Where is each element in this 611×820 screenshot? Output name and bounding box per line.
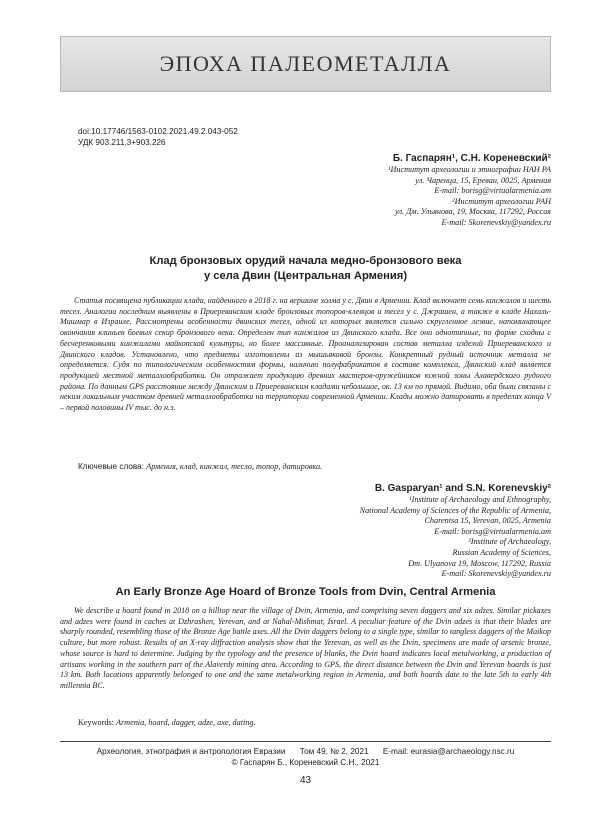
ru-affiliation-line: ул. Дм. Ульянова, 19, Москва, 117292, Россия	[395, 207, 551, 217]
footer-email[interactable]: E-mail: eurasia@archaeology.nsc.ru	[382, 747, 515, 756]
footer-volume: Том 49, № 2, 2021	[299, 747, 369, 756]
en-affiliation-line: ¹Institute of Archaeology and Ethnography,	[409, 495, 551, 504]
ru-title-line: Клад бронзовых орудий начала медно-бронзового века	[149, 255, 462, 267]
page-number: 43	[299, 775, 312, 786]
footer-divider	[60, 741, 551, 742]
section-title: ЭПОХА ПАЛЕОМЕТАЛЛА	[159, 51, 452, 76]
ru-email[interactable]: E-mail: Skorenevskiy@yandex.ru	[441, 217, 551, 227]
en-affiliation-line: ²Institute of Archaeology,	[468, 537, 551, 547]
section-banner	[60, 36, 551, 92]
en-authors-block	[360, 482, 551, 580]
ru-keywords-value: Армения, клад, кинжал, тесло, топор, датировка.	[146, 462, 323, 471]
ru-author-names: Б. Гаспарян¹, С.Н. Кореневский²	[392, 153, 551, 164]
ru-abstract	[60, 296, 551, 414]
footer-journal: Археология, этнография и антропология Евразии	[96, 747, 286, 756]
en-email[interactable]: E-mail: borisg@virtualarmenia.am	[434, 526, 551, 536]
ru-email[interactable]: E-mail: borisg@virtualarmenia.am	[434, 186, 551, 196]
footer-journal-line	[60, 746, 551, 757]
en-keywords	[78, 717, 256, 728]
ru-abstract-text: Статья посвящена публикации клада, найденного в 2018 г. на вершине холма у с. Двин в Армении. Клад включает семь кинжалов и шесть тесел. Аналогии последним выявлены в Приереванском кладе бронзовых топоров-клевцов и тесел у с. Джрашен, а также в кладе Нахаль-Мишмар в Израиле. Рассмотрены особенности двинских тесел, одной из которых является сильно скругленное лезвие, напоминающее окончания клиньев боевых секир бронзового века. Определен тип кинжалов из Двинского клада. Все они однотипные, по форме сходны с бесчеренковыми кинжалами майкопской культуры, но более массивные. Проанализирован состав металла изделий Приереванского и Двинского кладов. Установлено, что предметы изготовлены из мышьяковой бронзы. Конкретный рудный источник металла не определяется. Судя по типологическим особенностям формы, наличию полуфабрикатов в составе комплекса, Двинский клад является продукцией местной металлообработки. Он отражает продукцию древних мастеров-оружейников южной зоны Алавердского рудного района. По данным GPS расстояние между Двинским и Приереванским кладами небольшое, ок. 13 км по прямой. Видимо, оба были связаны с неким локальным участком древней металлообработки на территории современной Армении. Клады можно датировать в пределах конца V – первой половины IV тыс. до н.э.	[60, 296, 551, 413]
en-abstract	[60, 606, 551, 692]
footer-copyright: © Гаспарян Б., Кореневский С.Н., 2021	[231, 758, 380, 767]
en-affiliation-line: Russian Academy of Sciences,	[452, 547, 551, 557]
article-identifiers	[78, 126, 238, 148]
en-affiliation-line: National Academy of Sciences of the Republic of Armenia,	[359, 505, 551, 515]
ru-affiliation-line: ¹Институт археологии и этнографии НАН РА	[388, 165, 551, 174]
ru-keywords	[78, 461, 322, 472]
ru-title-line: у села Двин (Центральная Армения)	[203, 270, 408, 282]
en-keywords-value: Armenia, hoard, dagger, adze, axe, dating.	[115, 718, 256, 727]
en-abstract-text: We describe a hoard found in 2018 on a hilltop near the village of Dvin, Armenia, and comprising seven daggers and six adzes. Similar pickaxes and adzes were found in caches at Dzhrashen, Yerevan, and at Nahal-Mishmar, Israel. A peculiar feature of the Dvin adzes is that their blades are sharply rounded, resembling those of the Bronze Age battle axes. All the Dvin daggers belong to a single type, similar to tangless daggers of the Maikop culture, but more robust. Results of an X-ray diffraction analysis show that the Yerevan, as well as the Dvin, specimens are made of arsenic bronze, whose source is hard to determine. Judging by the typology and the presence of blanks, the Dvin hoard indicates local metalworking, a production of artisans working in the southern part of the Alaverdy mining area. According to GPS, the direct distance between the Dvin and Yerevan hoards is just 13 km. Both locations apparently belonged to one and the same metalworking region in Armenia, and both hoards date to the late 5th to early 4th millennia BC.	[60, 606, 551, 690]
en-article-title: An Early Bronze Age Hoard of Bronze Tools from Dvin, Central Armenia	[115, 586, 496, 598]
en-affiliation-line: Dm. Ulyanova 19, Moscow, 117292, Russia	[408, 558, 551, 568]
ru-article-title	[60, 254, 551, 284]
ru-affiliation-line: ул. Чаренца, 15, Ереван, 0025, Армения	[415, 175, 551, 185]
ru-affiliation-line: ²Институт археологии РАН	[452, 196, 551, 206]
ru-keywords-label: Ключевые слова:	[78, 462, 144, 471]
ru-authors-block	[388, 152, 551, 229]
udk: УДК 903.211.3+903.226	[78, 138, 166, 147]
en-author-names: B. Gasparyan¹ and S.N. Korenevskiy²	[374, 483, 551, 494]
en-keywords-label: Keywords:	[78, 718, 114, 727]
en-affiliation-line: Charentsa 15, Yerevan, 0025, Armenia	[424, 516, 551, 526]
doi[interactable]: doi:10.17746/1563-0102.2021.49.2.043-052	[78, 127, 238, 136]
en-email[interactable]: E-mail: Skorenevskiy@yandex.ru	[441, 569, 551, 579]
